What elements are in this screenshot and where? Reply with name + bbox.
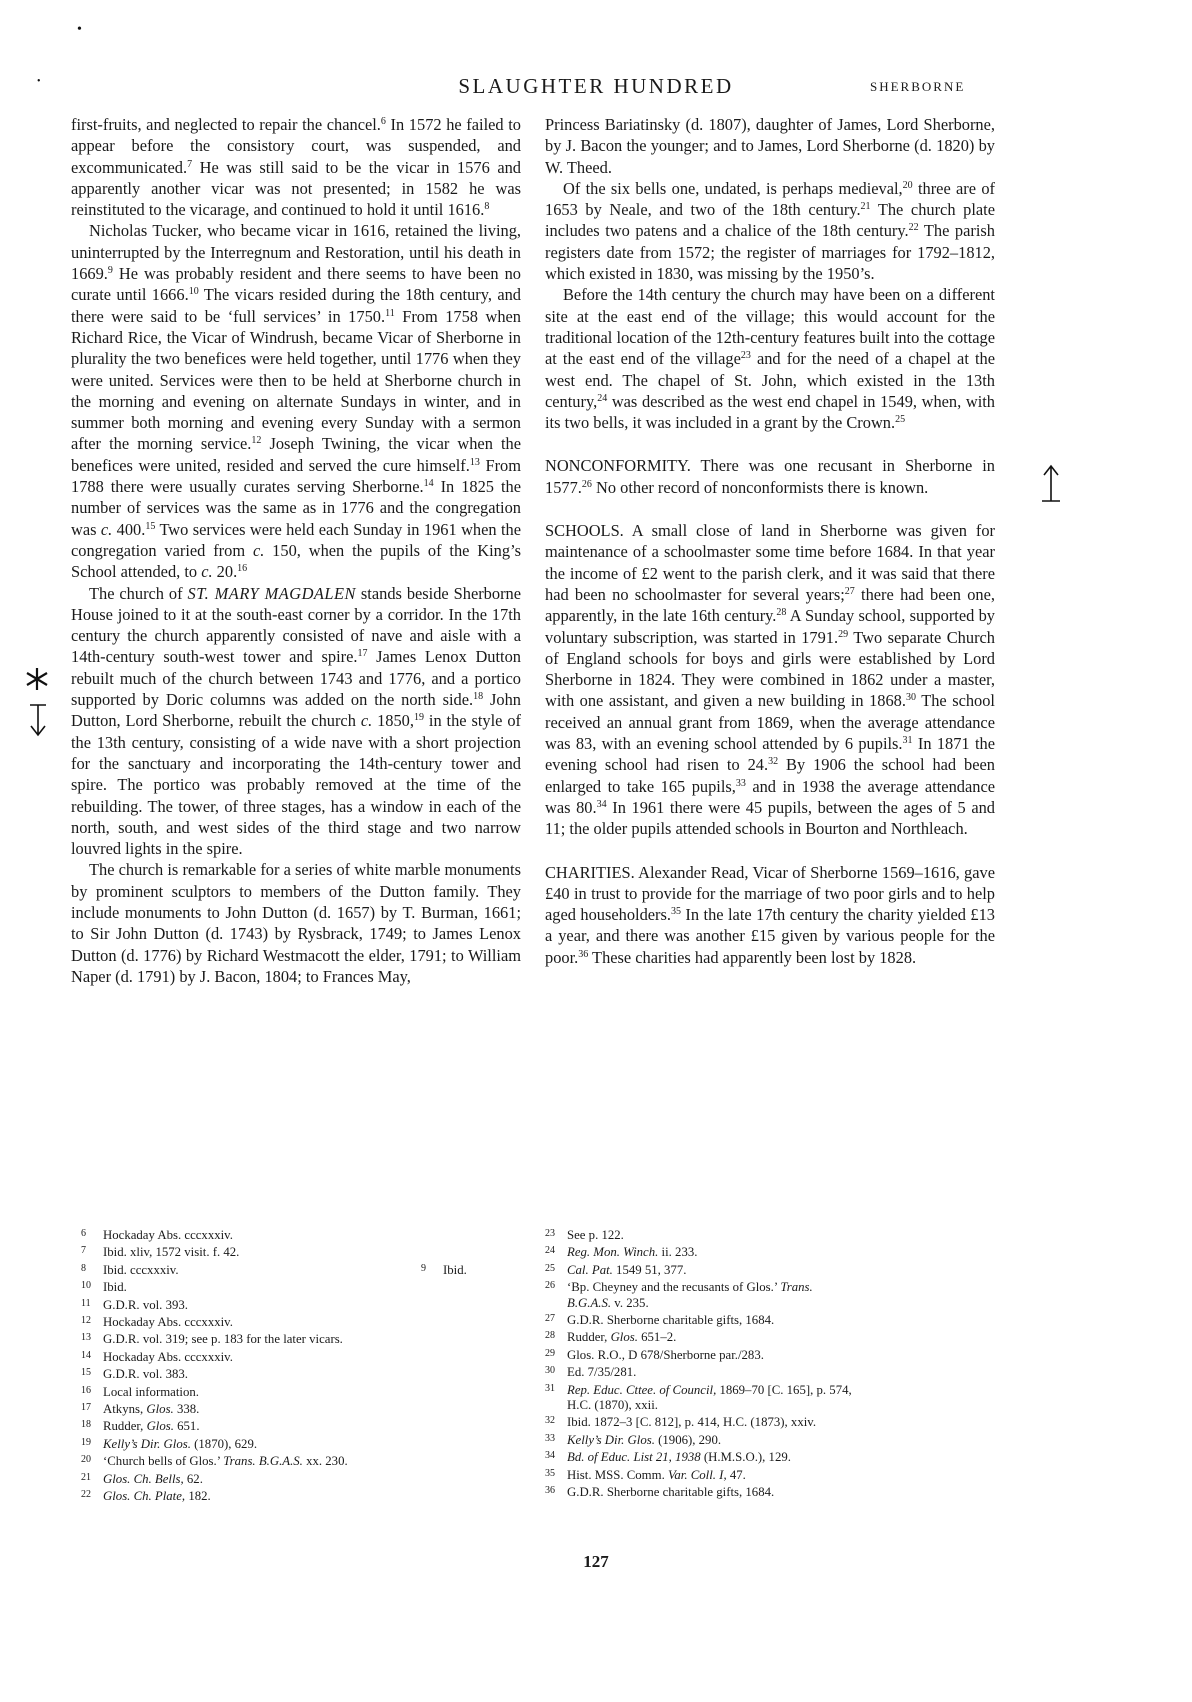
footnote: 19 Kelly’s Dir. Glos. (1870), 629.: [81, 1436, 258, 1451]
footnote: 6 Hockaday Abs. ccc​xxxiv.: [81, 1228, 233, 1242]
footnote-number: 19: [81, 1436, 91, 1448]
footnote-number: 22: [81, 1489, 91, 1501]
paragraph: The church of ST. MARY MAGDALEN stands beside Sherborne House joined to it at the south-east corner by a corridor. In the 17th century the church apparently consisted of nave and aisle with a 14th-century south-west tower and spire.$^{17}$ James Lenox Dutton rebuilt much of the church between 1743 and 1776, and a portico supported by Doric columns was added on the north side.$^{18}$ John Dutton, Lord Sherborne, rebuilt the church c. 1850,19 in the style of the 13th century, consisting of a wide nave with a short projection for the sanctuary and incorporating the 14th-century tower and spire. The portico was probably removed at the time of the rebuilding. The tower, of three stages, has a window in each of the north, south, and west sides of the third stage and two narrow louvred lights in the spire.: [71, 583, 522, 859]
footnote: H.C. (1870), xxii.: [567, 1398, 658, 1413]
footnote: 24 Reg. Mon. Winch. ii. 233.: [545, 1245, 698, 1260]
footnote: 17 Atkyns, Glos. 338.: [81, 1402, 200, 1417]
footnote-number: 17: [81, 1402, 91, 1414]
footnote-number: 8: [81, 1262, 86, 1274]
footnote-number: 25: [545, 1262, 555, 1274]
footnote: 25 Cal. Pat. 1549 51, 377.: [545, 1262, 687, 1277]
footnote: 29 Glos. R.O., D 678/Sherborne par./283.: [545, 1347, 764, 1362]
left-column: [71, 114, 521, 987]
footnote-number: 31: [545, 1382, 555, 1394]
margin-dot: •: [77, 22, 82, 37]
footnote-number: 33: [545, 1432, 555, 1444]
footnote-number: 26: [545, 1280, 555, 1292]
margin-dot: •: [37, 76, 41, 87]
footnote: 31 Rep. Educ. Cttee. of Council, 1869–70 [C. 165], p. 574,: [545, 1382, 852, 1397]
footnote-number: 27: [545, 1313, 555, 1325]
footnote-number: 15: [81, 1367, 91, 1379]
footnote-number: 20: [81, 1454, 91, 1466]
footnote-number: 29: [545, 1347, 555, 1359]
footnote: 32 Ibid. 1872–3 [C. 812], p. 414, H.C. (1873), xxiv.: [545, 1415, 817, 1430]
section-heading: SCHOOLS.: [545, 521, 624, 541]
footnote-number: 24: [545, 1245, 555, 1257]
footnote-number: 36: [545, 1485, 555, 1497]
section-nonconformity: NONCONFORMITY. There was one recusant in Sherborne in 1577.26 No other record of nonconformists there is known.: [545, 456, 995, 497]
footnote: 14 Hockaday Abs. ccc​xxxiv.: [81, 1349, 233, 1364]
footnote: B.G.A.S. v. 235.: [567, 1295, 649, 1310]
insert-down-arrow-icon: [27, 702, 49, 738]
footnote: 8 Ibid. ccc​xxxiv. 9 Ibid.: [81, 1262, 467, 1277]
section-heading: NONCONFORMITY.: [545, 456, 691, 476]
footnote: 10 Ibid.: [81, 1280, 127, 1295]
footnote-number: 30: [545, 1365, 555, 1377]
running-head-parish: SHERBORNE: [870, 79, 966, 94]
footnote: 7 Ibid. xliv, 1572 visit. f. 42.: [81, 1245, 240, 1260]
paragraph: first-fruits, and neglected to repair the chancel.$^6$ In 1572 he failed to appear before the consistory court, was suspended, and excommunicated.$^7$ He was still said to be the vicar in 1576 and apparently another vicar was not presented; in 1582 he was reinstituted to the vicarage, and continued to hold it until 1616.$^8$: [71, 115, 521, 220]
section-charities: CHARITIES. Alexander Read, Vicar of Sherborne 1569–1616, gave £40 in trust to provide for the marriage of two poor girls and to help aged householders.$^{35}$ In the late 17th century the charity yielded £13 a year, and there was another £15 given by various people for the poor.$^{36}$ These charities had apparently been lost by 1828.: [545, 862, 995, 967]
footnote-number: 10: [81, 1280, 91, 1292]
paragraph: The church is remarkable for a series of white marble monuments by prominent sculptors to members of the Dutton family. They include monuments to John Dutton (d. 1657) by T. Burman, 1661; to Sir John Dutton (d. 1743) by Rysbrack, 1749; to James Lenox Dutton (d. 1776) by Richard Westmacott the elder, 1791; to William Naper (d. 1791) by J. Bacon, 1804; to Frances May,: [71, 860, 521, 986]
footnote-number: 32: [545, 1415, 555, 1427]
page-number: 127: [583, 1552, 609, 1571]
footnote: 15 G.D.R. vol. 383.: [81, 1367, 188, 1382]
running-head-title: SLAUGHTER HUNDRED: [458, 74, 734, 98]
section-schools: SCHOOLS. A small close of land in Sherborne was given for maintenance of a schoolmaster some time before 1684. In that year the income of £2 went to the parish clerk, and it was said that there had been no schoolmaster for several years;$^{27}$ there had been one, apparently, in the late 16th century.$^{28}$ A Sunday school, supported by voluntary subscription, was started in 1791.29 Two separate Church of England schools for boys and girls were established by Lord Sherborne in 1824. They were combined in 1862 under a master, with one assistant, and given a new building in 1868.30 The school received an annual grant from 1869, when the average attendance was 83, with an evening school attended by 6 pupils.$^{31}$ In 1871 the evening school had risen to 24.32 By 1906 the school had been enlarged to take 165 pupils,$^{33}$ and in 1938 the average attendance was 80.34 In 1961 there were 45 pupils, between the ages of 5 and 11; the older pupils attended schools in Bourton and Northleach.: [545, 521, 995, 839]
paragraph: Of the six bells one, undated, is perhaps medieval,$^{20}$ three are of 1653 by Neale, and two of the 18th century.$^{21}$ The church plate includes two patens and a chalice of the 18th century.$^{22}$ The parish registers date from 1572; the register of marriages for 1792–1812, which existed in 1830, was missing by the 1950’s.: [545, 178, 995, 284]
footnote: 12 Hockaday Abs. ccc​xxxiv.: [81, 1315, 233, 1330]
footnote-number: 23: [545, 1228, 555, 1239]
footnote-number: 14: [81, 1349, 91, 1361]
footnote: 20 ‘Church bells of Glos.’ Trans. B.G.A.S. xx. 230.: [81, 1454, 348, 1469]
footnote: 34 Bd. of Educ. List 21, 1938 (H.M.S.O.), 129.: [545, 1450, 791, 1465]
asterisk-mark-icon: [24, 666, 50, 692]
footnote: 27 G.D.R. Sherborne charitable gifts, 1684.: [545, 1313, 775, 1328]
footnote: 33 Kelly’s Dir. Glos. (1906), 290.: [545, 1432, 722, 1447]
paragraph: Princess Bariatinsky (d. 1807), daughter of James, Lord Sherborne, by J. Bacon the younger; and to James, Lord Sherborne (d. 1820) by W. Theed.: [545, 115, 995, 177]
insert-up-arrow-icon: [1036, 463, 1066, 507]
footnote: 21 Glos. Ch. Bells, 62.: [81, 1471, 203, 1486]
footnote: 26 ‘Bp. Cheyney and the recusants of Glos.’ Trans.: [545, 1280, 813, 1295]
footnote: 9 Ibid.: [421, 1262, 467, 1277]
footnote-number: 7: [81, 1245, 86, 1257]
footnote-number: 6: [81, 1228, 86, 1239]
footnote-number: 21: [81, 1471, 91, 1483]
right-column: [545, 114, 995, 968]
footnote: 35 Hist. MSS. Comm. Var. Coll. I, 47.: [545, 1467, 746, 1482]
footnote-number: 13: [81, 1332, 91, 1344]
footnote-number: 18: [81, 1419, 91, 1431]
footnote: 23 See p. 122.: [545, 1228, 624, 1242]
footnote: 11 G.D.R. vol. 393.: [81, 1297, 188, 1312]
footnote-number: 16: [81, 1384, 91, 1396]
footnotes-left: [81, 1226, 531, 1505]
paragraph: Nicholas Tucker, who became vicar in 1616, retained the living, uninterrupted by the Interregnum and Restoration, until his death in 1669.$^9$ He was probably resident and there seems to have been no curate until 1666.10 The vicars resided during the 18th century, and there were said to be ‘full services’ in 1750.11 From 1758 when Richard Rice, the Vicar of Windrush, became Vicar of Sherborne in plurality the two benefices were held together, until 1776 when they were united. Services were then to be held at Sherborne church in the morning and evening on alternate Sundays in winter, and in summer both morning and evening every Sunday with a sermon after the morning service.$^{12}$ Joseph Twining, the vicar when the benefices were united, resided and served the cure himself.$^{13}$ From 1788 there were usually curates serving Sherborne.$^{14}$ In 1825 the number of services was the same as in 1776 and the congregation was c. 400.15 Two services were held each Sunday in 1961 when the congregation varied from c. 150, when the pupils of the King’s School attended, to c. 20.16: [71, 221, 522, 582]
footnote-number: 11: [81, 1297, 91, 1309]
footnote: 30 Ed. 7/35/281.: [545, 1365, 637, 1380]
footnote: 36 G.D.R. Sherborne charitable gifts, 1684.: [545, 1485, 775, 1500]
footnote: 13 G.D.R. vol. 319; see p. 183 for the later vicars.: [81, 1332, 343, 1347]
section-heading: CHARITIES.: [545, 862, 635, 882]
footnote-number: 28: [545, 1330, 555, 1342]
footnote-number: 9: [421, 1262, 426, 1274]
footnote-number: 35: [545, 1467, 555, 1479]
footnote-number: 34: [545, 1450, 555, 1462]
footnotes-right: [545, 1226, 995, 1501]
footnote: 18 Rudder, Glos. 651.: [81, 1419, 200, 1434]
footnote-number: 12: [81, 1315, 91, 1327]
church-dedication: ST. MARY MAGDALEN: [187, 583, 356, 603]
footnote: 22 Glos. Ch. Plate, 182.: [81, 1489, 211, 1504]
footnote: 16 Local information.: [81, 1384, 199, 1399]
paragraph: Before the 14th century the church may have been on a different site at the east end of the village; this would account for the traditional location of the 12th-century features built into the cottage at the east end of the village$^{23}$ and for the need of a chapel at the west end. The chapel of St. John, which existed in the 13th century,$^{24}$ was described as the west end chapel in 1549, when, with its two bells, it was included in a grant by the Crown.$^{25}$: [545, 285, 996, 433]
footnote: 28 Rudder, Glos. 651–2.: [545, 1330, 677, 1345]
